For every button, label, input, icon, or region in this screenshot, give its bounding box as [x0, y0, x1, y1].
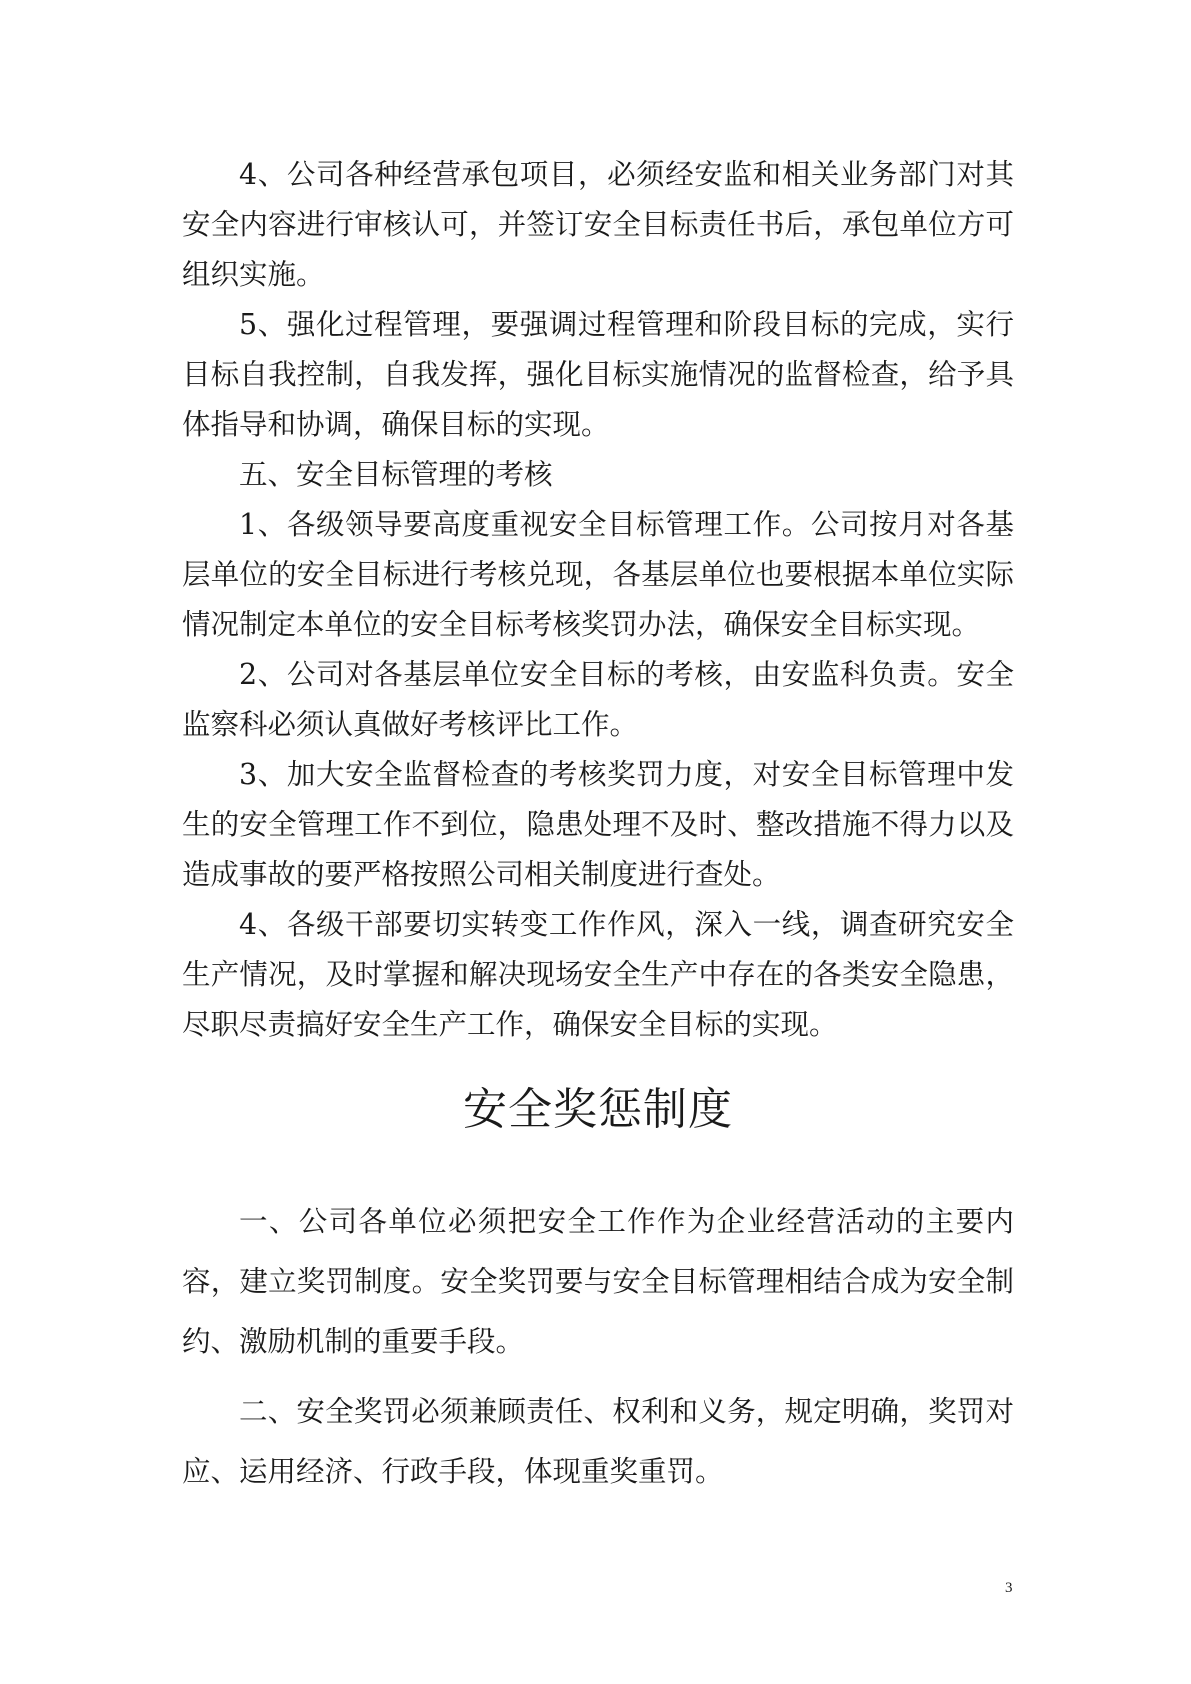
- paragraph-supervision: 3、加大安全监督检查的考核奖罚力度，对安全目标管理中发生的安全管理工作不到位，隐患处理不及时、整改措施不得力以及造成事故的要严格按照公司相关制度进行查处。: [182, 758, 1014, 891]
- paragraph-leadership: 1、各级领导要高度重视安全目标管理工作。公司按月对各基层单位的安全目标进行考核兑现，各基层单位也要根据本单位实际情况制定本单位的安全目标考核奖罚办法，确保安全目标实现。: [182, 508, 1014, 641]
- paragraph-reward-principles: 二、安全奖罚必须兼顾责任、权利和义务，规定明确，奖罚对应、运用经济、行政手段，体现重奖重罚。: [182, 1395, 1014, 1488]
- paragraph-assessment-responsibility: 2、公司对各基层单位安全目标的考核，由安监科负责。安全监察科必须认真做好考核评比工作。: [182, 658, 1014, 741]
- paragraph-contract-review: 4、公司各种经营承包项目，必须经安监和相关业务部门对其安全内容进行审核认可，并签订安全目标责任书后，承包单位方可组织实施。: [182, 158, 1014, 291]
- section-reward-punishment: [182, 1192, 1014, 1502]
- paragraph-cadre-work-style: 4、各级干部要切实转变工作作风，深入一线，调查研究安全生产情况，及时掌握和解决现场安全生产中存在的各类安全隐患，尽职尽责搞好安全生产工作，确保安全目标的实现。: [182, 908, 1014, 1041]
- document-title: 安全奖惩制度: [463, 1084, 733, 1135]
- document-page: [182, 150, 1014, 1512]
- paragraph-reward-system: 一、公司各单位必须把安全工作作为企业经营活动的主要内容，建立奖罚制度。安全奖罚要与安全目标管理相结合成为安全制约、激励机制的重要手段。: [182, 1205, 1014, 1358]
- section-heading-assessment: 五、安全目标管理的考核: [239, 458, 553, 491]
- section-target-management: [182, 150, 1014, 1050]
- paragraph-process-management: 5、强化过程管理，要强调过程管理和阶段目标的完成，实行目标自我控制，自我发挥，强化目标实施情况的监督检查，给予具体指导和协调，确保目标的实现。: [182, 308, 1014, 441]
- page-number: 3: [1005, 1580, 1013, 1596]
